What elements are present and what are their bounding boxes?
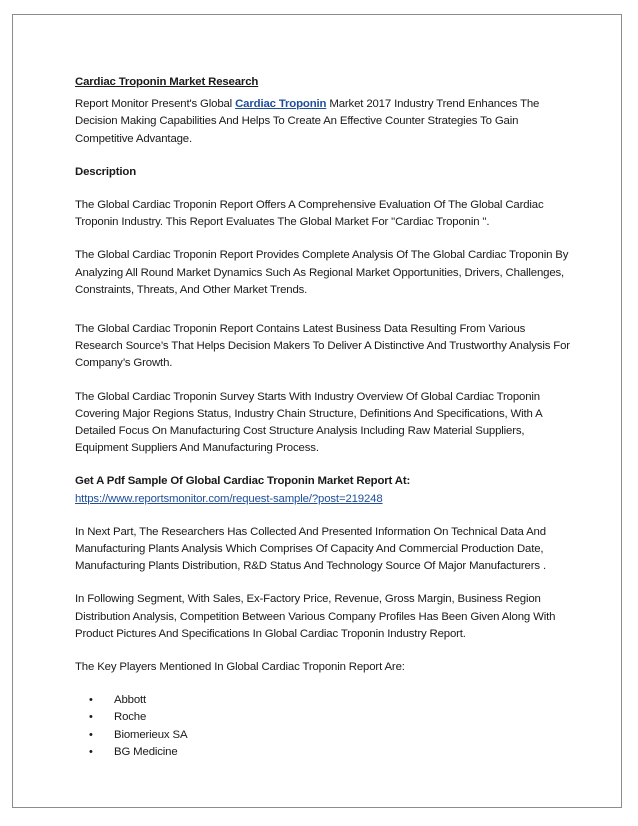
paragraph-overview: The Global Cardiac Troponin Report Offers A Comprehensive Evaluation Of The Global Cardiac Troponin Industry. This Report Evaluates The Global Market For "Cardiac Troponin ". — [75, 199, 544, 229]
player-name: BG Medicine — [114, 745, 178, 758]
bullet-icon: • — [89, 694, 93, 707]
bullet-icon: • — [89, 745, 93, 758]
paragraph-business-data: The Global Cardiac Troponin Report Contains Latest Business Data Resulting From Various Research Source’s That Helps Decision Makers To Deliver A Distinctive And Trustworthy Analysis For Company’s Growth. — [75, 323, 570, 370]
key-players-list — [75, 692, 575, 761]
description-heading: Description — [75, 165, 137, 178]
list-item — [75, 744, 575, 761]
key-players-intro: The Key Players Mentioned In Global Cardiac Troponin Report Are: — [75, 661, 405, 674]
paragraph-survey: The Global Cardiac Troponin Survey Starts With Industry Overview Of Global Cardiac Troponin Covering Major Regions Status, Industry Chain Structure, Definitions And Specifications, With A Detailed Focus On Manufacturing Cost Structure Analysis Including Raw Material Suppliers, Equipment Suppliers And Manufacturing Process. — [75, 390, 542, 455]
intro-paragraph — [75, 96, 575, 148]
list-item — [75, 727, 575, 744]
player-name: Roche — [114, 711, 147, 724]
bullet-icon: • — [89, 711, 93, 724]
list-item — [75, 692, 575, 709]
list-item — [75, 709, 575, 726]
sample-heading: Get A Pdf Sample Of Global Cardiac Troponin Market Report At: — [75, 475, 411, 488]
document-title: Cardiac Troponin Market Research — [75, 76, 259, 88]
bullet-icon: • — [89, 728, 93, 741]
sample-url-link[interactable]: https://www.reportsmonitor.com/request-sample/?post=219248 — [75, 492, 383, 505]
document-body — [75, 74, 575, 761]
cardiac-troponin-link[interactable]: Cardiac Troponin — [235, 98, 327, 111]
paragraph-next-part: In Next Part, The Researchers Has Collected And Presented Information On Technical Data And Manufacturing Plants Analysis Which Comprises Of Capacity And Commercial Production Date, Manufacturing Plants Distribution, R&D Status And Technology Source Of Major Manufacturers . — [75, 525, 546, 573]
intro-text-after: Market 2017 Industry Trend Enhances The Decision Making Capabilities And Helps To Create An Effective Counter Strategies To Gain Competitive Advantage. — [75, 98, 540, 145]
paragraph-analysis: The Global Cardiac Troponin Report Provides Complete Analysis Of The Global Cardiac Troponin By Analyzing All Round Market Dynamics Such As Regional Market Opportunities, Drivers, Challenges, Constraints, Threats, And Other Market Trends. — [75, 249, 569, 296]
paragraph-following-segment: In Following Segment, With Sales, Ex-Factory Price, Revenue, Gross Margin, Business Region Distribution Analysis, Competition Between Various Company Profiles Has Been Given Along With Product Pictures And Specifications In Global Cardiac Troponin Industry Report. — [75, 593, 556, 640]
player-name: Biomerieux SA — [114, 728, 188, 741]
intro-text-before: Report Monitor Present's Global — [75, 98, 236, 111]
player-name: Abbott — [114, 694, 147, 707]
